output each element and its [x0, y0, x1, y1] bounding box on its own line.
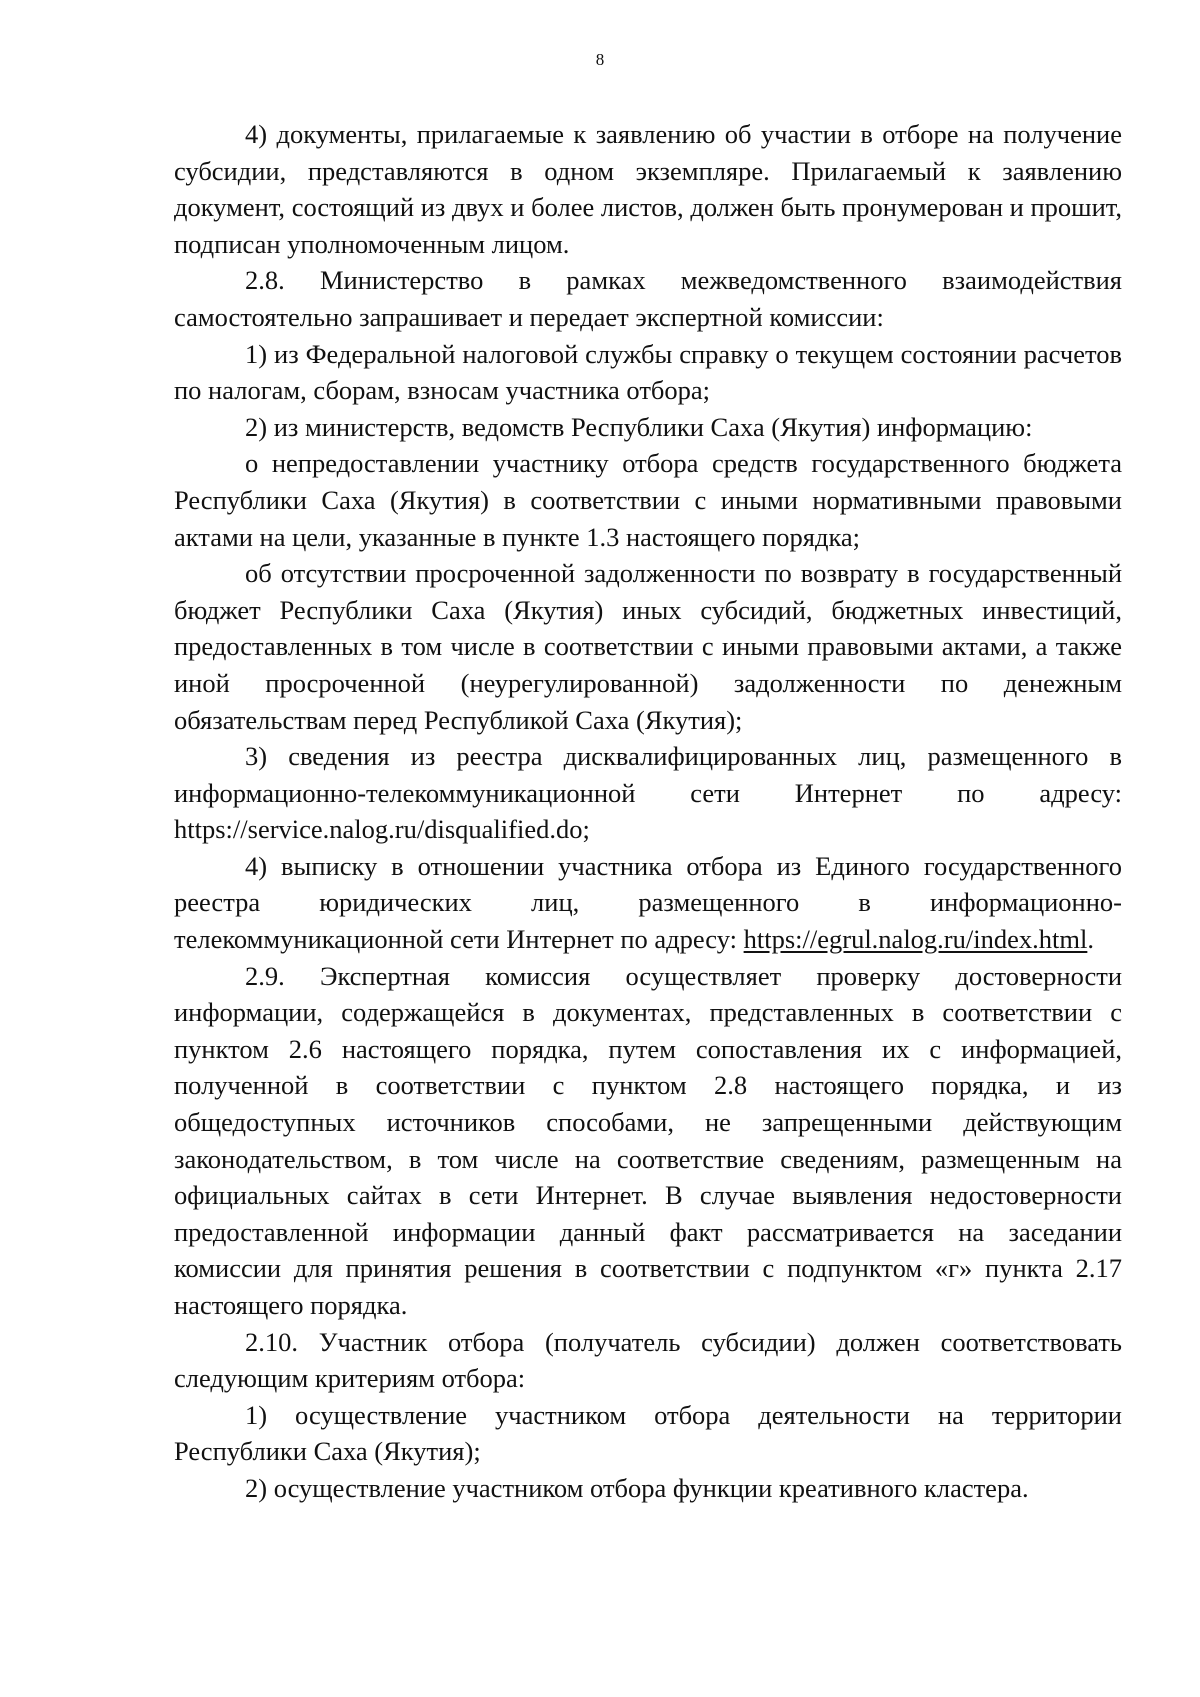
paragraph-tax-service-certificate: 1) из Федеральной налоговой службы справку о текущем состоянии расчетов по налогам, сборам, взносам участника отбора; [174, 338, 1122, 406]
page-number: 8 [595, 50, 605, 69]
egrul-link-period: . [1087, 924, 1094, 955]
egrul-extract-text: 4) выписку в отношении участника отбора из Единого государственного реестра юридических лиц, размещенного в информационно-телекоммуникационной сети Интернет по адресу: [174, 850, 1122, 955]
paragraph-ministries-information: 2) из министерств, ведомств Республики Саха (Якутия) информацию: [245, 411, 1033, 442]
paragraph-criterion-creative-cluster: 2) осуществление участником отбора функции креативного кластера. [245, 1472, 1029, 1503]
paragraph-no-overdue-debt: об отсутствии просроченной задолженности по возврату в государственный бюджет Республики Саха (Якутия) иных субсидий, бюджетных инвестиций, предоставленных в том числе в соответствии с иными правовыми актами, а также иной просроченной (неурегулированной) задолженности по денежным обязательствам перед Республикой Саха (Якутия); [174, 558, 1122, 735]
paragraph-documents-one-copy: 4) документы, прилагаемые к заявлению об участии в отборе на получение субсидии, представляются в одном экземпляре. Прилагаемый к заявлению документ, состоящий из двух и более листов, должен быть пронумерован и прошит, подписан уполномоченным лицом. [174, 119, 1122, 259]
paragraph-disqualified-registry: 3) сведения из реестра дисквалифицированных лиц, размещенного в информационно-телекоммуникационной сети Интернет по адресу: https://service.nalog.ru/disqualified.do; [174, 741, 1122, 845]
paragraph-2-8-interagency-request: 2.8. Министерство в рамках межведомственного взаимодействия самостоятельно запрашивает и передает экспертной комиссии: [174, 265, 1122, 332]
document-body [174, 116, 1122, 1507]
egrul-link[interactable]: https://egrul.nalog.ru/index.html [743, 924, 1088, 955]
paragraph-2-10-criteria: 2.10. Участник отбора (получатель субсидии) должен соответствовать следующим критериям отбора: [174, 1326, 1122, 1394]
paragraph-egrul-extract [174, 848, 1122, 958]
paragraph-criterion-territory: 1) осуществление участником отбора деятельности на территории Республики Саха (Якутия); [174, 1399, 1122, 1467]
paragraph-2-9-verification: 2.9. Экспертная комиссия осуществляет проверку достоверности информации, содержащейся в документах, представленных в соответствии с пунктом 2.6 настоящего порядка, путем сопоставления их с информацией, полученной в соответствии с пунктом 2.8 настоящего порядка, и из общедоступных источников способами, не запрещенными действующим законодательством, в том числе на соответствие сведениям, размещенным на официальных сайтах в сети Интернет. В случае выявления недостоверности предоставленной информации данный факт рассматривается на заседании комиссии для принятия решения в соответствии с подпунктом «г» пункта 2.17 настоящего порядка. [174, 960, 1122, 1320]
paragraph-no-budget-funds: о непредоставлении участнику отбора средств государственного бюджета Республики Саха (Якутия) в соответствии с иными нормативными правовыми актами на цели, указанные в пункте 1.3 настоящего порядка; [174, 448, 1122, 552]
